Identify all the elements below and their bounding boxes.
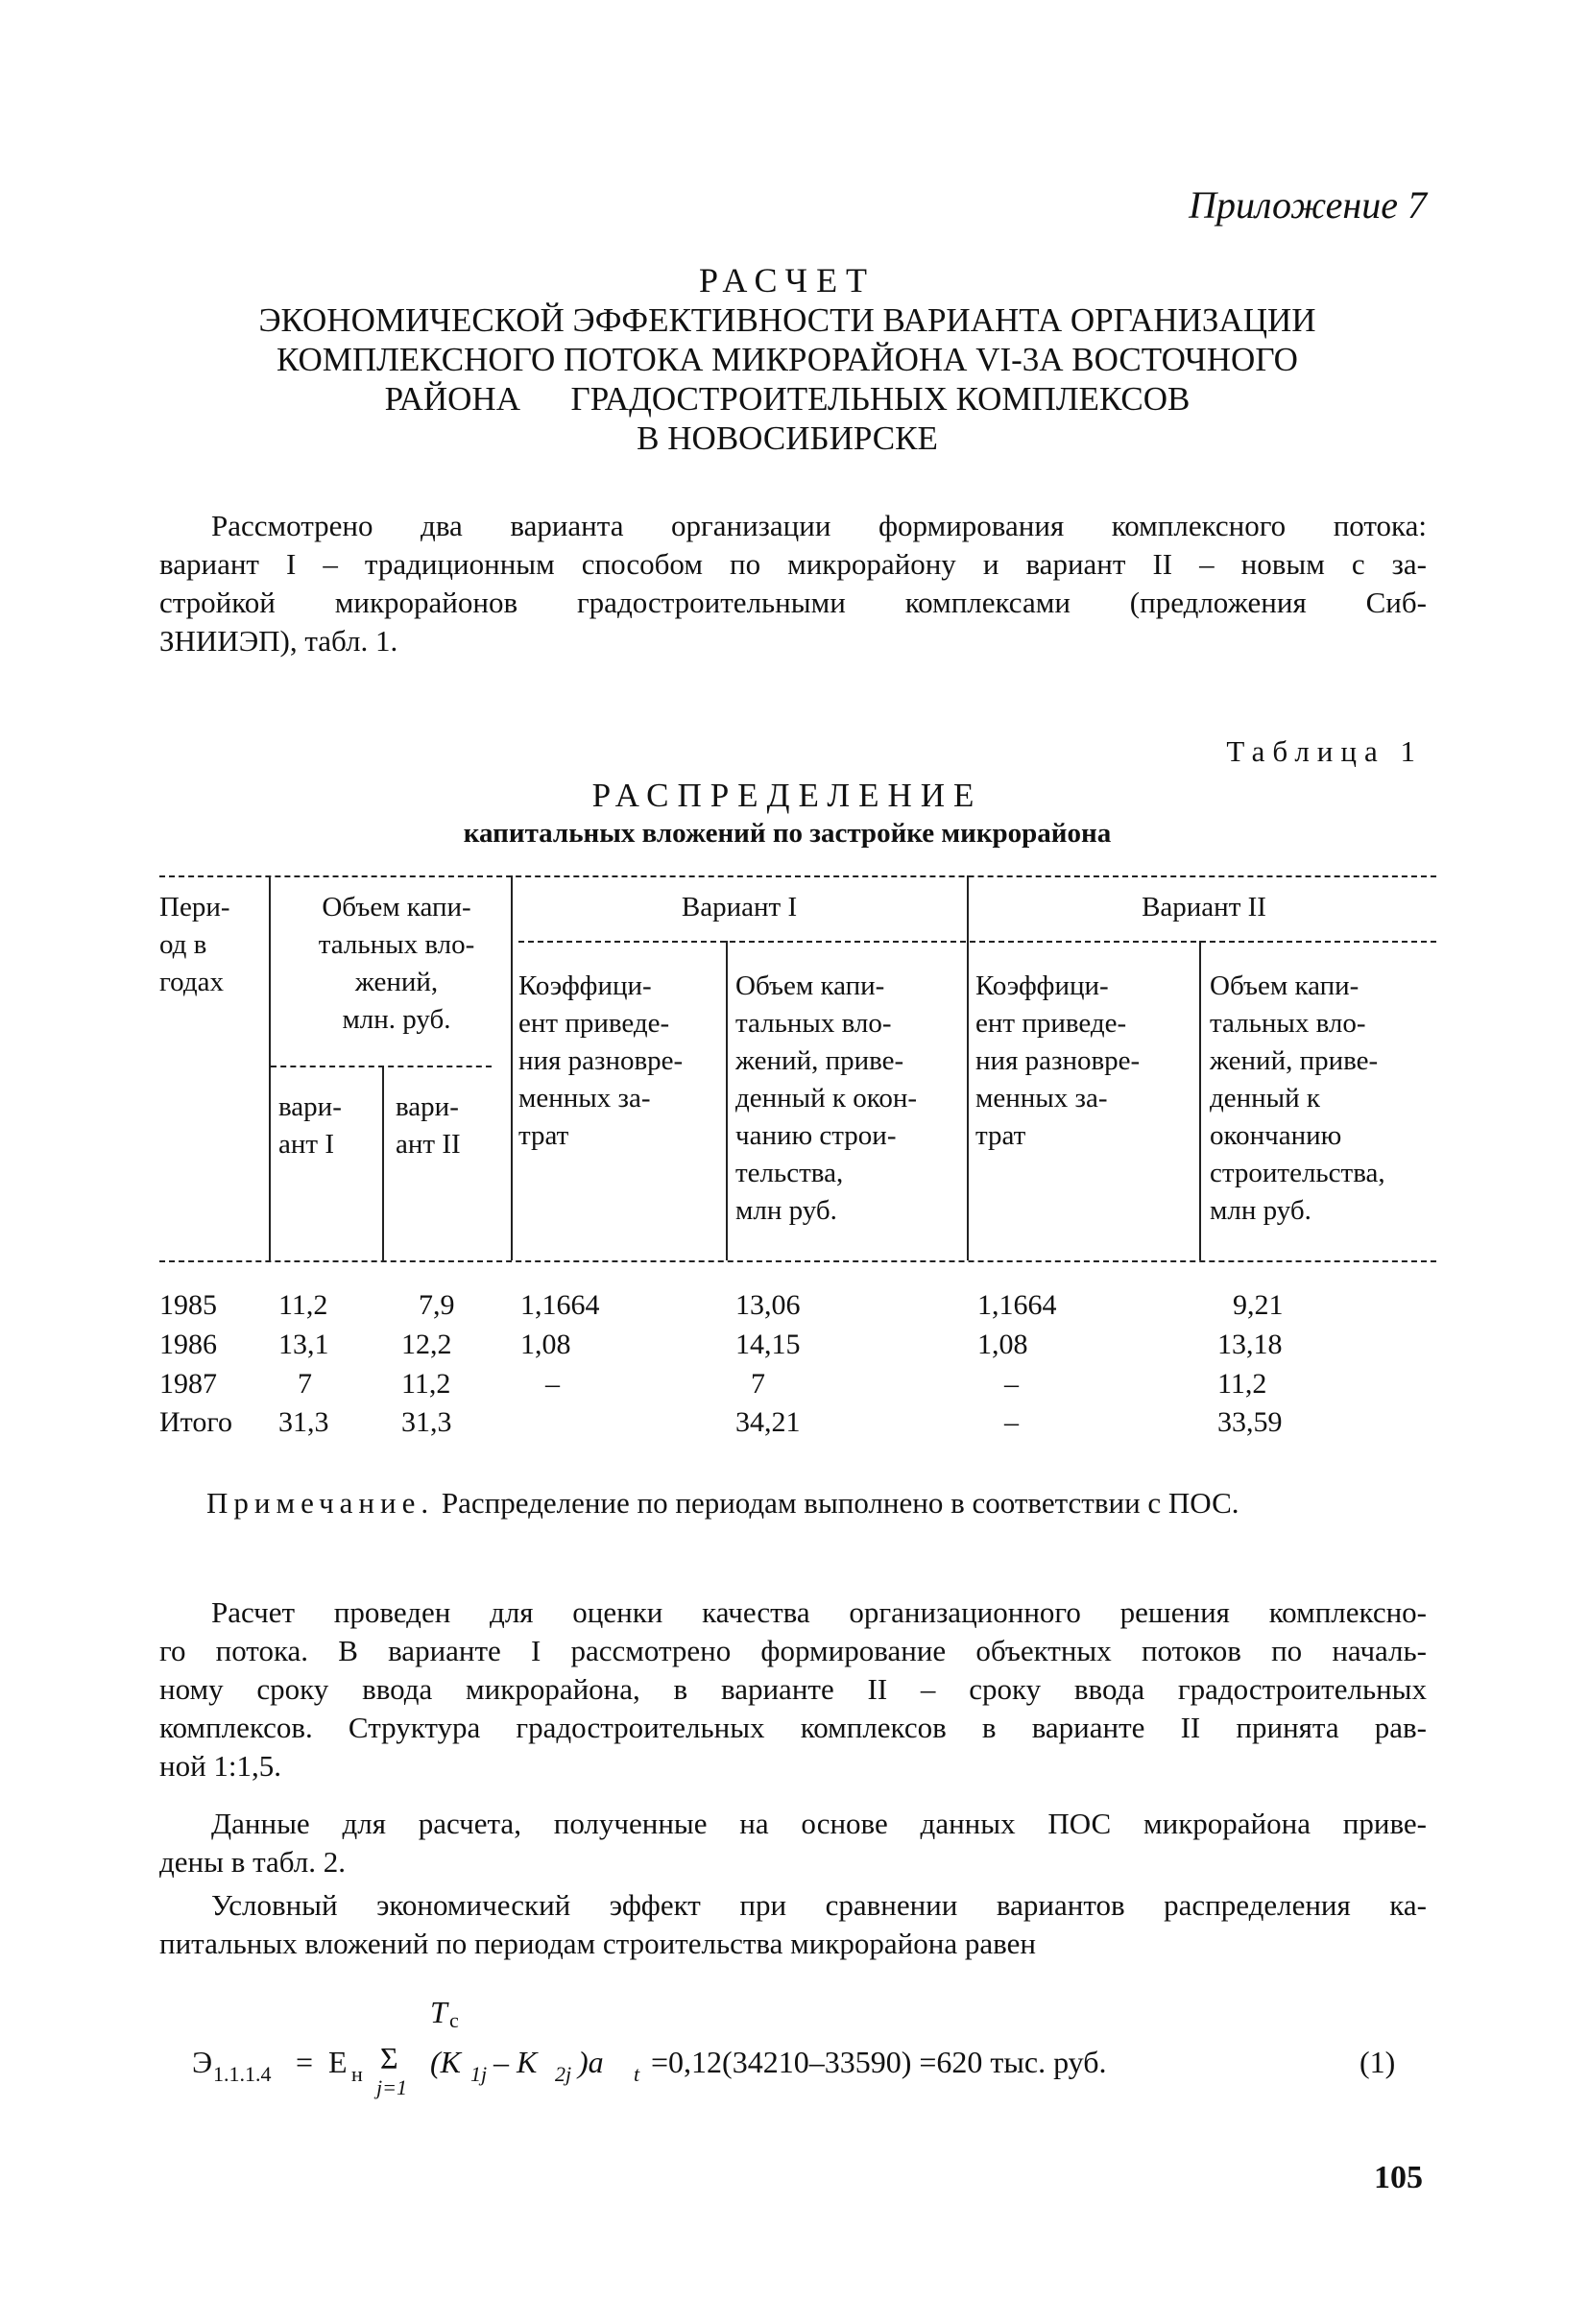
cell-var2: 31,3 [401,1406,452,1438]
cell-adj2: 9,21 [1233,1289,1284,1321]
cell-adj1: 7 [751,1368,765,1400]
header-variant-1: Вариант I [681,892,798,922]
header-var-ii: вари- ант II [396,1091,461,1160]
formula-en: Е [328,2045,348,2079]
header-coef-1: Коэффици- ент приведе- ния разновре- менных за- трат [518,970,684,1151]
formula-body: (K [430,2045,461,2079]
table-col-line [967,875,969,1260]
formula-sum-bottom: j=1 [376,2075,407,2099]
formula-minus: – K [493,2045,538,2079]
cell-coef1: – [545,1368,560,1400]
formula-k2-sub: 2j [555,2062,572,2086]
header-volume-1: Объем капи- тальных вло- жений, приве- денный к окон- чанию строи- тельства, млн руб. [735,970,918,1226]
formula-lhs: Э [192,2045,213,2079]
data-line: дены в табл. 2. [159,1845,346,1879]
intro-line: стройкой микрорайонов градостроительными комплексами (предложения Сиб- [159,586,1427,619]
table-title-main: РАСПРЕДЕЛЕНИЕ [591,777,983,814]
calc-line: комплексов. Структура градостроительных комплексов в варианте II принята рав- [159,1711,1427,1744]
header-volume: Объем капи- тальных вло- жений, млн. руб. [318,892,475,1035]
table-variant-divider [518,941,1436,943]
cell-var2: 11,2 [401,1368,451,1400]
page-number: 105 [1374,2160,1423,2195]
formula-1 [192,1995,1440,2100]
calc-line: го потока. В варианте I рассмотрено формирование объектных потоков по началь- [159,1634,1427,1667]
formula-en-sub: н [351,2062,363,2086]
intro-line: Рассмотрено два варианта организации формирования комплексного потока: [211,509,1427,542]
note-text: Распределение по периодам выполнено в соответствии с ПОС. [441,1486,1239,1520]
appendix-label: Приложение 7 [1189,183,1427,227]
cell-var2: 7,9 [419,1289,455,1321]
formula-number: (1) [1359,2045,1396,2079]
formula-result: =0,12(34210–33590) =620 тыс. руб. [651,2045,1107,2079]
table-title [230,776,1344,851]
note-label: Примечание. [206,1486,435,1520]
cell-var1: 13,1 [278,1329,329,1360]
title-line-4: РАЙОНА ГРАДОСТРОИТЕЛЬНЫХ КОМПЛЕКСОВ [384,380,1191,418]
intro-paragraph [159,507,1427,660]
formula-lhs-sub: 1.1.1.4 [213,2062,272,2086]
cell-adj1: 14,15 [735,1329,801,1360]
effect-line: Условный экономический эффект при сравнении вариантов распределения ка- [211,1888,1427,1922]
title-line-3: КОМПЛЕКСНОГО ПОТОКА МИКРОРАЙОНА VI-3А ВОСТОЧНОГО [277,341,1298,378]
header-coef-2: Коэффици- ент приведе- ния разновре- менных за- трат [975,970,1141,1151]
table-note [206,1486,1239,1521]
title-line-2: ЭКОНОМИЧЕСКОЙ ЭФФЕКТИВНОСТИ ВАРИАНТА ОРГАНИЗАЦИИ [258,301,1316,339]
cell-adj1: 34,21 [735,1406,801,1438]
intro-line: вариант I – традиционным способом по микрорайону и вариант II – новым с за- [159,547,1427,581]
title-line-5: В НОВОСИБИРСКЕ [637,419,938,457]
header-var-i: вари- ант I [278,1091,342,1160]
title-line-1: РАСЧЕТ [698,261,877,299]
cell-coef2: 1,1664 [977,1289,1057,1321]
data-line: Данные для расчета, полученные на основе данных ПОС микрорайона приве- [211,1807,1427,1840]
formula-sum-top: T [430,1995,447,2029]
formula-eq: = [296,2045,314,2079]
calc-line: Расчет проведен для оценки качества организационного решения комплексно- [211,1595,1427,1629]
cell-adj2: 11,2 [1217,1368,1267,1400]
formula-a-sub: t [634,2062,640,2086]
table-col-line [382,1066,384,1260]
data-paragraph [159,1805,1427,1881]
intro-line: ЗНИИЭП), табл. 1. [159,624,398,658]
cell-var1: 31,3 [278,1406,329,1438]
effect-paragraph [159,1886,1427,1963]
formula-sum-top-sub: c [449,2008,459,2032]
effect-line: питальных вложений по периодам строительства микрорайона равен [159,1927,1036,1960]
table-col-line [511,875,513,1260]
cell-adj2: 13,18 [1217,1329,1283,1360]
table-col-line [726,941,728,1260]
cell-coef2: – [1004,1368,1019,1400]
table-volume-divider [271,1066,492,1067]
header-variant-2: Вариант II [1142,892,1266,922]
formula-sum: Σ [380,2041,398,2075]
cell-coef1: 1,1664 [520,1289,600,1321]
cell-adj1: 13,06 [735,1289,801,1321]
cell-period: Итого [159,1406,232,1438]
table-label: Таблица 1 [1226,734,1423,768]
cell-period: 1987 [159,1368,217,1400]
cell-var2: 12,2 [401,1329,452,1360]
cell-adj2: 33,59 [1217,1406,1283,1438]
formula-k1-sub: 1j [470,2062,488,2086]
cell-period: 1985 [159,1289,217,1321]
table-col-line [1199,941,1201,1260]
calc-line: ной 1:1,5. [159,1749,282,1783]
cell-var1: 7 [298,1368,312,1400]
document-title [230,261,1344,458]
cell-period: 1986 [159,1329,217,1360]
cell-coef2: 1,08 [977,1329,1028,1360]
header-period: Пери- од в годах [159,892,230,997]
cell-var1: 11,2 [278,1289,328,1321]
calc-paragraph [159,1593,1427,1785]
cell-coef1: 1,08 [520,1329,571,1360]
formula-close: )a [578,2045,604,2079]
header-volume-2: Объем капи- тальных вло- жений, приве- денный к окончанию строительства, млн руб. [1210,970,1385,1226]
table-subtitle: капитальных вложений по застройке микрорайона [463,818,1112,849]
cell-coef2: – [1004,1406,1019,1438]
table-top-border [159,875,1436,877]
table-col-line [269,875,271,1260]
calc-line: ному сроку ввода микрорайона, в варианте II – сроку ввода градостроительных [159,1672,1427,1706]
table-header-bottom [159,1260,1436,1262]
